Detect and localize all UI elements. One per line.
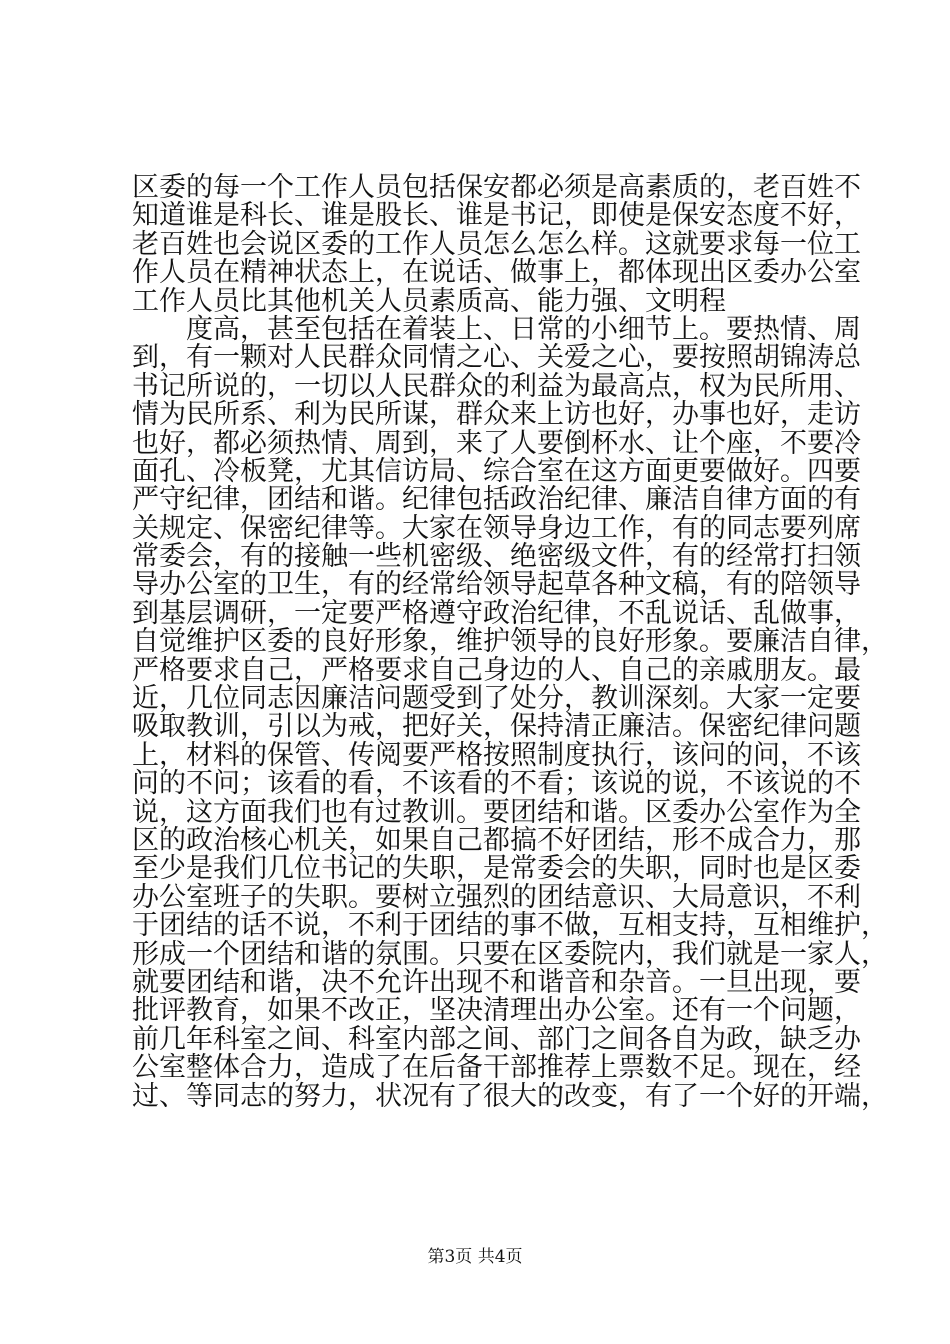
text-line: 问的不问；该看的看，不该看的不看；该说的说，不该说的不 xyxy=(132,768,861,800)
text-line: 到基层调研，一定要严格遵守政治纪律，不乱说话、乱做事， xyxy=(132,597,861,629)
text-line: 度高，甚至包括在着装上、日常的小细节上。要热情、周 xyxy=(186,313,861,345)
text-line: 面孔、冷板凳，尤其信访局、综合室在这方面更要做好。四要 xyxy=(132,455,861,487)
text-line: 区委的每一个工作人员包括保安都必须是高素质的，老百姓不 xyxy=(132,172,861,203)
text-line: 公室整体合力，造成了在后备干部推荐上票数不足。现在，经 xyxy=(132,1052,861,1084)
text-line: 批评教育，如果不改正，坚决清理出办公室。还有一个问题， xyxy=(132,995,861,1027)
text-line: 办公室班子的失职。要树立强烈的团结意识、大局意识，不利 xyxy=(132,881,861,913)
text-line: 就要团结和谐，决不允许出现不和谐音和杂音。一旦出现，要 xyxy=(132,966,861,998)
text-line: 说，这方面我们也有过教训。要团结和谐。区委办公室作为全 xyxy=(132,796,861,828)
text-line: 区的政治核心机关，如果自己都搞不好团结，形不成合力，那 xyxy=(132,824,861,856)
text-line: 关规定、保密纪律等。大家在领导身边工作，有的同志要列席 xyxy=(132,512,861,544)
text-line: 吸取教训，引以为戒，把好关，保持清正廉洁。保密纪律问题 xyxy=(132,711,861,743)
text-line: 知道谁是科长、谁是股长、谁是书记，即使是保安态度不好， xyxy=(132,200,861,232)
text-line: 导办公室的卫生，有的经常给领导起草各种文稿，有的陪领导 xyxy=(132,569,861,601)
text-line: 过、等同志的努力，状况有了很大的改变，有了一个好的开端， xyxy=(132,1080,888,1112)
text-line: 严守纪律，团结和谐。纪律包括政治纪律、廉洁自律方面的有 xyxy=(132,484,861,516)
text-line: 严格要求自己，严格要求自己身边的人、自己的亲戚朋友。最 xyxy=(132,654,861,686)
text-line: 也好，都必须热情、周到，来了人要倒杯水、让个座，不要冷 xyxy=(132,427,861,459)
text-line: 至少是我们几位书记的失职，是常委会的失职，同时也是区委 xyxy=(132,853,861,885)
text-line: 常委会，有的接触一些机密级、绝密级文件，有的经常打扫领 xyxy=(132,541,861,573)
body-text xyxy=(132,172,888,1112)
text-line: 作人员在精神状态上，在说话、做事上，都体现出区委办公室 xyxy=(132,257,861,289)
text-line: 前几年科室之间、科室内部之间、部门之间各自为政，缺乏办 xyxy=(132,1023,861,1055)
text-line: 老百姓也会说区委的工作人员怎么怎么样。这就要求每一位工 xyxy=(132,228,861,260)
text-line: 情为民所系、利为民所谋，群众来上访也好，办事也好，走访 xyxy=(132,399,861,431)
text-line: 自觉维护区委的良好形象，维护领导的良好形象。要廉洁自律， xyxy=(132,626,888,658)
text-line: 形成一个团结和谐的氛围。只要在区委院内，我们就是一家人， xyxy=(132,938,888,970)
text-line: 工作人员比其他机关人员素质高、能力强、文明程 xyxy=(132,285,726,317)
text-line: 于团结的话不说，不利于团结的事不做，互相支持，互相维护， xyxy=(132,910,888,942)
text-line: 上，材料的保管、传阅要严格按照制度执行，该问的问，不该 xyxy=(132,739,861,771)
page-footer: 第3页 共4页 xyxy=(427,1247,523,1267)
text-line: 书记所说的，一切以人民群众的利益为最高点，权为民所用、 xyxy=(132,370,861,402)
text-line: 近，几位同志因廉洁问题受到了处分，教训深刻。大家一定要 xyxy=(132,683,861,715)
text-line: 到，有一颗对人民群众同情之心、关爱之心，要按照胡锦涛总 xyxy=(132,342,861,374)
